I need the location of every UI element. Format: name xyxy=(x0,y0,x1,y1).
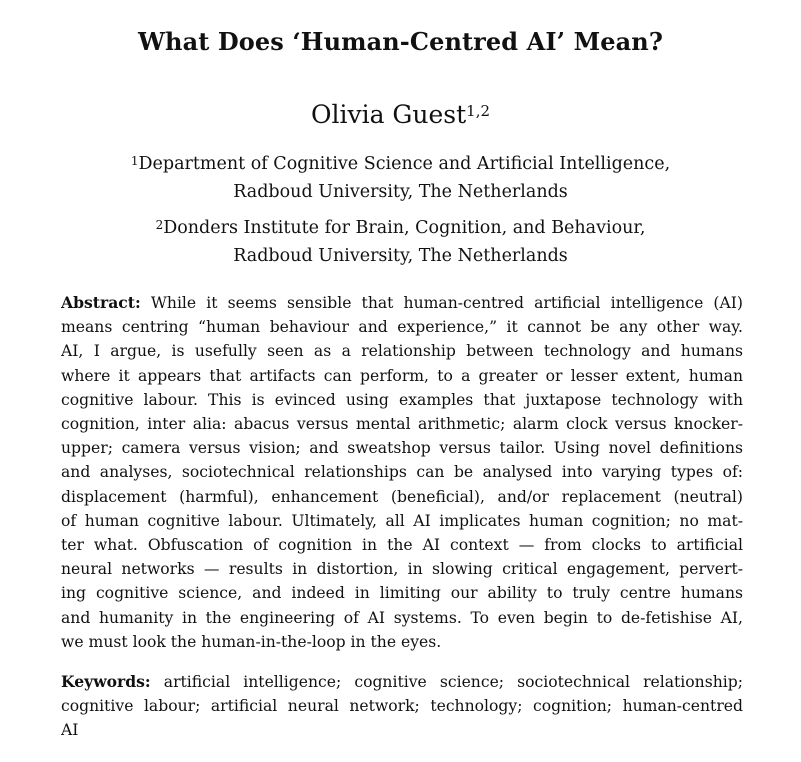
abstract-line: upper; camera versus vision; and sweatshop versus tailor. Using novel definitions xyxy=(61,439,743,458)
keywords-label: Keywords: xyxy=(61,672,151,691)
affiliation-1 xyxy=(0,150,801,206)
keywords-line xyxy=(61,670,743,694)
abstract-line: and humanity in the engineering of AI systems. To even begin to de-fetishise AI, xyxy=(61,608,743,627)
abstract-line-text: While it seems sensible that human-centred artificial intelligence (AI) xyxy=(140,294,743,312)
abstract-line xyxy=(61,291,743,315)
affiliation-2 xyxy=(0,214,801,270)
abstract-line: ing cognitive science, and indeed in limiting our ability to truly centre humans xyxy=(61,584,743,603)
abstract-line: of human cognitive labour. Ultimately, all AI implicates human cognition; no mat- xyxy=(61,511,743,530)
abstract-line: cognitive labour. This is evinced using examples that juxtapose technology with xyxy=(61,390,743,409)
abstract-line: displacement (harmful), enhancement (beneficial), and/or replacement (neutral) xyxy=(61,487,743,506)
abstract-line: ter what. Obfuscation of cognition in the AI context — from clocks to artificial xyxy=(61,536,743,555)
keywords-line-text: artificial intelligence; cognitive science; sociotechnical relationship; xyxy=(150,673,743,691)
author-affiliation-marks: 1,2 xyxy=(466,102,491,120)
author-name: Olivia Guest xyxy=(310,100,467,129)
keywords xyxy=(61,670,743,743)
abstract-line: and analyses, sociotechnical relationships can be analysed into varying types of: xyxy=(61,463,743,482)
abstract-line: neural networks — results in distortion, in slowing critical engagement, pervert- xyxy=(61,560,743,579)
abstract-label: Abstract: xyxy=(61,293,141,312)
affiliation-2-line-2: Radboud University, The Netherlands xyxy=(233,246,568,266)
abstract-line: where it appears that artifacts can perform, to a greater or lesser extent, human xyxy=(61,366,743,385)
abstract-line: means centring “human behaviour and experience,” it cannot be any other way. xyxy=(61,318,743,337)
affiliation-2-line-1 xyxy=(0,214,801,242)
affiliation-1-line-1 xyxy=(0,150,801,178)
affiliation-2-marker: 2 xyxy=(155,218,164,232)
affiliation-1-text-1: Department of Cognitive Science and Artificial Intelligence, xyxy=(138,154,671,174)
abstract xyxy=(61,291,743,654)
abstract-line: AI, I argue, is usefully seen as a relationship between technology and humans xyxy=(61,342,743,361)
affiliation-2-text-1: Donders Institute for Brain, Cognition, and Behaviour, xyxy=(163,218,646,238)
abstract-line: we must look the human-in-the-loop in the eyes. xyxy=(61,632,442,651)
affiliation-1-line-2: Radboud University, The Netherlands xyxy=(233,182,568,202)
abstract-line: cognition, inter alia: abacus versus mental arithmetic; alarm clock versus knocker- xyxy=(61,415,743,434)
paper-title: What Does ‘Human-Centred AI’ Mean? xyxy=(137,27,663,56)
keywords-line: cognitive labour; artificial neural network; technology; cognition; human-centred xyxy=(61,697,743,716)
author-line xyxy=(0,98,801,132)
affiliation-1-marker: 1 xyxy=(130,154,139,168)
keywords-line: AI xyxy=(61,721,79,740)
